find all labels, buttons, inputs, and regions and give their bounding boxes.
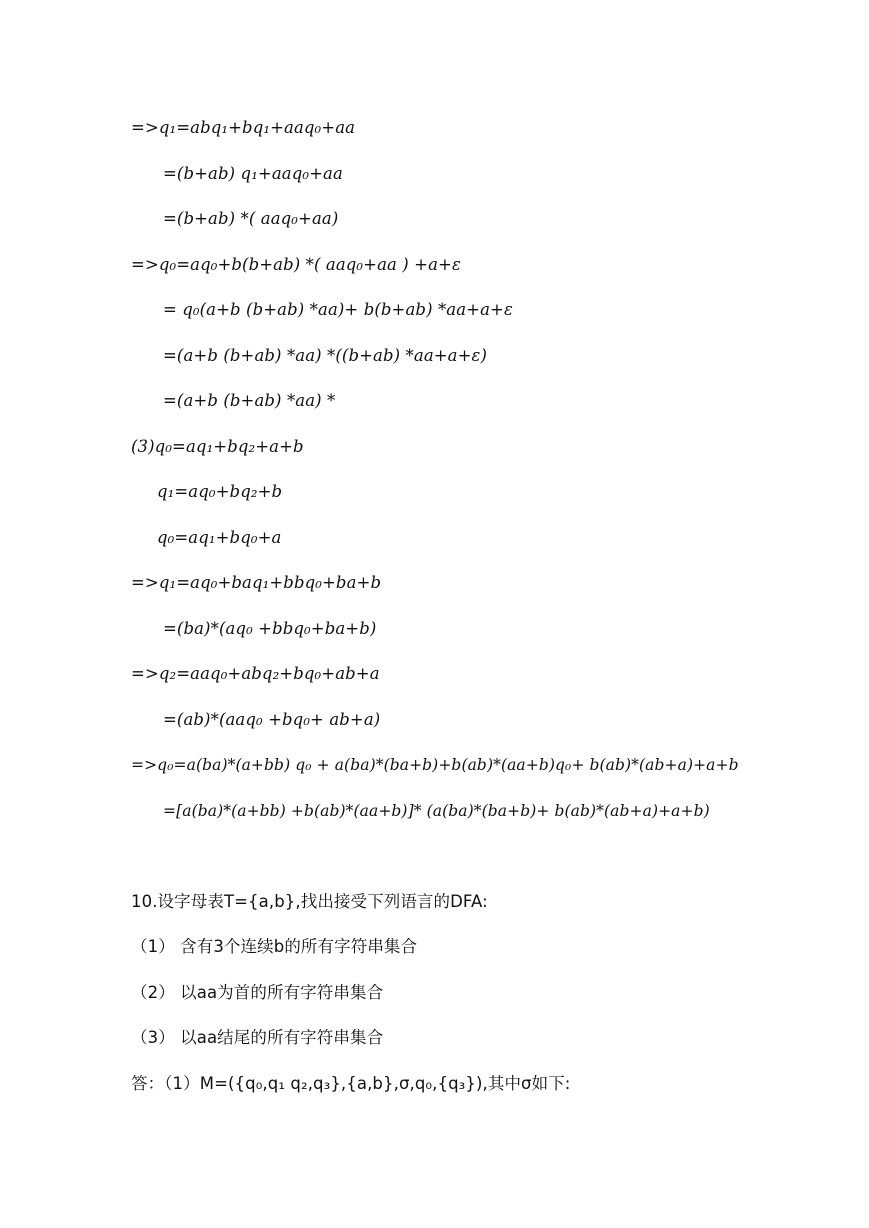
derivation-line-3: =(b+ab) *( aaq₀+aa) [163, 209, 339, 228]
problem-item-1: （1） 含有3个连续b的所有字符串集合 [131, 937, 418, 956]
derivation-line-11: =(ab)*(aaq₀ +bq₀+ ab+a) [163, 710, 381, 729]
problem-item-2: （2） 以aa为首的所有字符串集合 [131, 983, 384, 1002]
problem-statement: 10.设字母表T={a,b},找出接受下列语言的DFA: [131, 892, 488, 911]
derivation-line-9: =(ba)*(aq₀ +bbq₀+ba+b) [163, 619, 377, 638]
answer-line: 答：（1）M=({q₀,q₁ q₂,q₃},{a,b},σ,q₀,{q₃}),其中σ如下: [131, 1074, 571, 1093]
problem-item-3: （3） 以aa结尾的所有字符串集合 [131, 1028, 384, 1047]
equation-system-line-1: (3)q₀=aq₁+bq₂+a+b [131, 437, 304, 456]
derivation-line-13: =[a(ba)*(a+bb) +b(ab)*(aa+b)]* (a(ba)*(ba+b)+ b(ab)*(ab+a)+a+b) [163, 802, 710, 820]
equation-system-line-3: q₀=aq₁+bq₀+a [157, 528, 282, 547]
derivation-line-2: =(b+ab) q₁+aaq₀+aa [163, 164, 343, 183]
derivation-line-10: =>q₂=aaq₀+abq₂+bq₀+ab+a [131, 664, 380, 683]
derivation-line-6: =(a+b (b+ab) *aa) *((b+ab) *aa+a+ε) [163, 346, 488, 365]
derivation-line-1: =>q₁=abq₁+bq₁+aaq₀+aa [131, 118, 356, 137]
derivation-line-5: = q₀(a+b (b+ab) *aa)+ b(b+ab) *aa+a+ε [163, 300, 513, 319]
derivation-line-8: =>q₁=aq₀+baq₁+bbq₀+ba+b [131, 573, 382, 592]
derivation-line-12: =>q₀=a(ba)*(a+bb) q₀ + a(ba)*(ba+b)+b(ab)*(aa+b)q₀+ b(ab)*(ab+a)+a+b [131, 756, 739, 774]
equation-system-line-2: q₁=aq₀+bq₂+b [157, 482, 283, 501]
derivation-line-4: =>q₀=aq₀+b(b+ab) *( aaq₀+aa ) +a+ε [131, 255, 461, 274]
derivation-line-7: =(a+b (b+ab) *aa) * [163, 391, 336, 410]
